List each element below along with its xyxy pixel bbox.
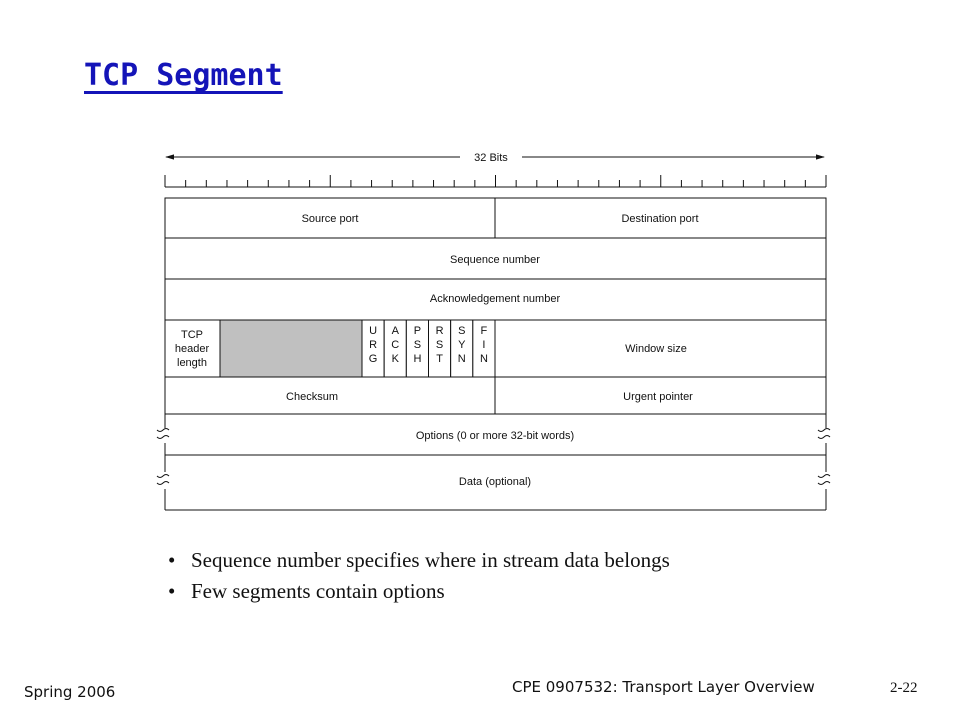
flag-urg-letter: U [369, 325, 378, 337]
tcp-header-length-line-2: header [174, 343, 210, 355]
flag-ack-letter: C [391, 339, 400, 351]
bullet-list [168, 545, 670, 607]
flags-group [362, 320, 495, 377]
urgent-pointer-label: Urgent pointer [623, 391, 693, 403]
flag-ack-letter: A [391, 325, 399, 337]
flag-urg-letter: R [369, 339, 378, 351]
flag-syn-letter: N [457, 353, 466, 365]
flag-psh-letter: S [413, 339, 422, 351]
bullet-item: • Sequence number specifies where in stream data belongs [168, 545, 670, 576]
bit-width-label: 32 Bits [474, 152, 508, 164]
flag-fin-letter: F [480, 325, 488, 337]
flag-syn-letter: Y [458, 339, 466, 351]
flag-psh-letter: H [413, 353, 422, 365]
footer-date: Spring 2006 [24, 683, 116, 701]
footer-course: CPE 0907532: Transport Layer Overview [512, 678, 815, 696]
flag-rst-letter: R [435, 325, 444, 337]
flag-psh-letter: P [413, 325, 422, 337]
destination-port-label: Destination port [621, 213, 699, 225]
tcp-header-length-line-3: length [177, 357, 207, 369]
page-number: 2-22 [890, 680, 918, 696]
flag-fin-letter: N [479, 353, 488, 365]
bit-width-arrow [166, 152, 824, 164]
options-label: Options (0 or more 32-bit words) [415, 430, 575, 442]
options-field [165, 414, 826, 468]
data-field [165, 455, 826, 510]
flag-rst-letter: T [436, 353, 443, 365]
sequence-number-label: Sequence number [450, 254, 540, 266]
bullet-item: • Few segments contain options [168, 576, 670, 607]
slide-title: TCP Segment [84, 58, 283, 93]
bit-ruler [165, 175, 826, 187]
flag-ack-letter: K [391, 353, 399, 365]
flag-rst-letter: S [435, 339, 444, 351]
source-port-label: Source port [301, 213, 359, 225]
tcp-header-length-line-1: TCP [181, 329, 203, 341]
flag-urg-letter: G [368, 353, 378, 365]
reserved-field [220, 320, 362, 377]
acknowledgement-number-label: Acknowledgement number [429, 293, 561, 305]
checksum-label: Checksum [286, 391, 338, 403]
data-label: Data (optional) [458, 476, 532, 488]
window-size-label: Window size [625, 343, 687, 355]
flag-syn-letter: S [458, 325, 466, 337]
flag-fin-letter: I [482, 339, 486, 351]
